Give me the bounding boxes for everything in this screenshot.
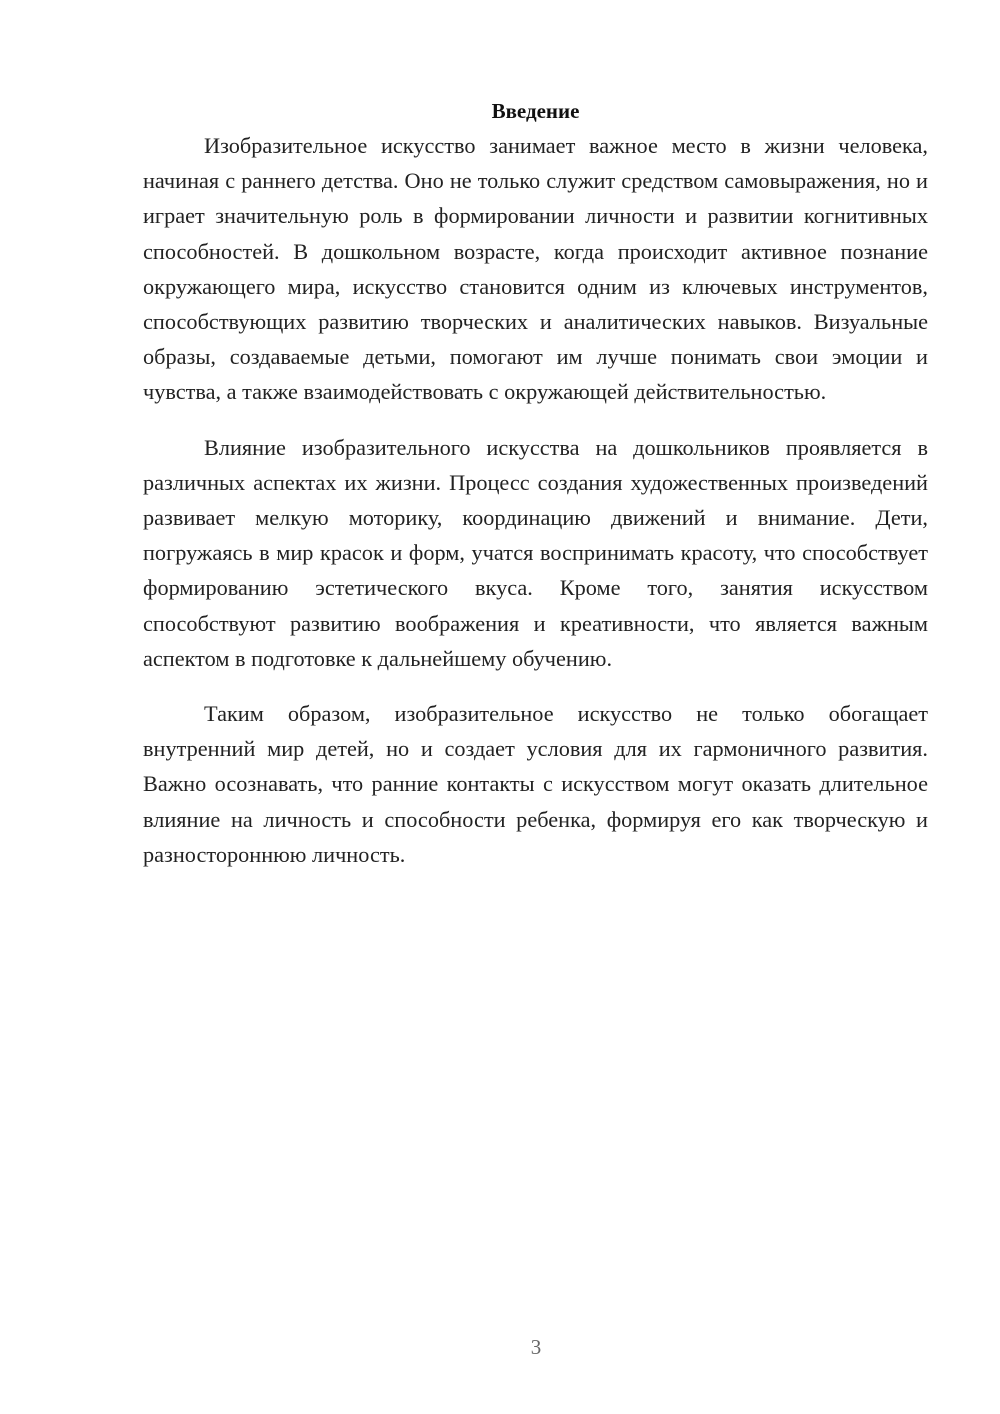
paragraph-influence: Влияние изобразительного искусства на дошкольников проявляется в различных аспектах их жизни. Процесс создания художественных произведений развивает мелкую моторику, координацию движений и внимание. Дети, погружаясь в мир красок и форм, учатся воспринимать красоту, что способствует формированию эстетического вкуса. Кроме того, занятия искусством способствуют развитию воображения и креативности, что является важным аспектом в подготовке к дальнейшему обучению. [143, 434, 928, 671]
page-content [143, 94, 928, 892]
paragraph-conclusion: Таким образом, изобразительное искусство не только обогащает внутренний мир детей, но и создает условия для их гармоничного развития. Важно осознавать, что ранние контакты с искусством могут оказать длительное влияние на личность и способности ребенка, формируя его как творческую и разностороннюю личность. [143, 701, 928, 867]
page-number: 3 [530, 1335, 542, 1359]
paragraph-intro: Изобразительное искусство занимает важное место в жизни человека, начиная с раннего детства. Оно не только служит средством самовыражения, но и играет значительную роль в формировании личности и развитии когнитивных способностей. В дошкольном возрасте, когда происходит активное познание окружающего мира, искусство становится одним из ключевых инструментов, способствующих развитию творческих и аналитических навыков. Визуальные образы, создаваемые детьми, помогают им лучше понимать свои эмоции и чувства, а также взаимодействовать с окружающей действительностью. [143, 133, 928, 405]
section-heading: Введение [491, 99, 580, 123]
